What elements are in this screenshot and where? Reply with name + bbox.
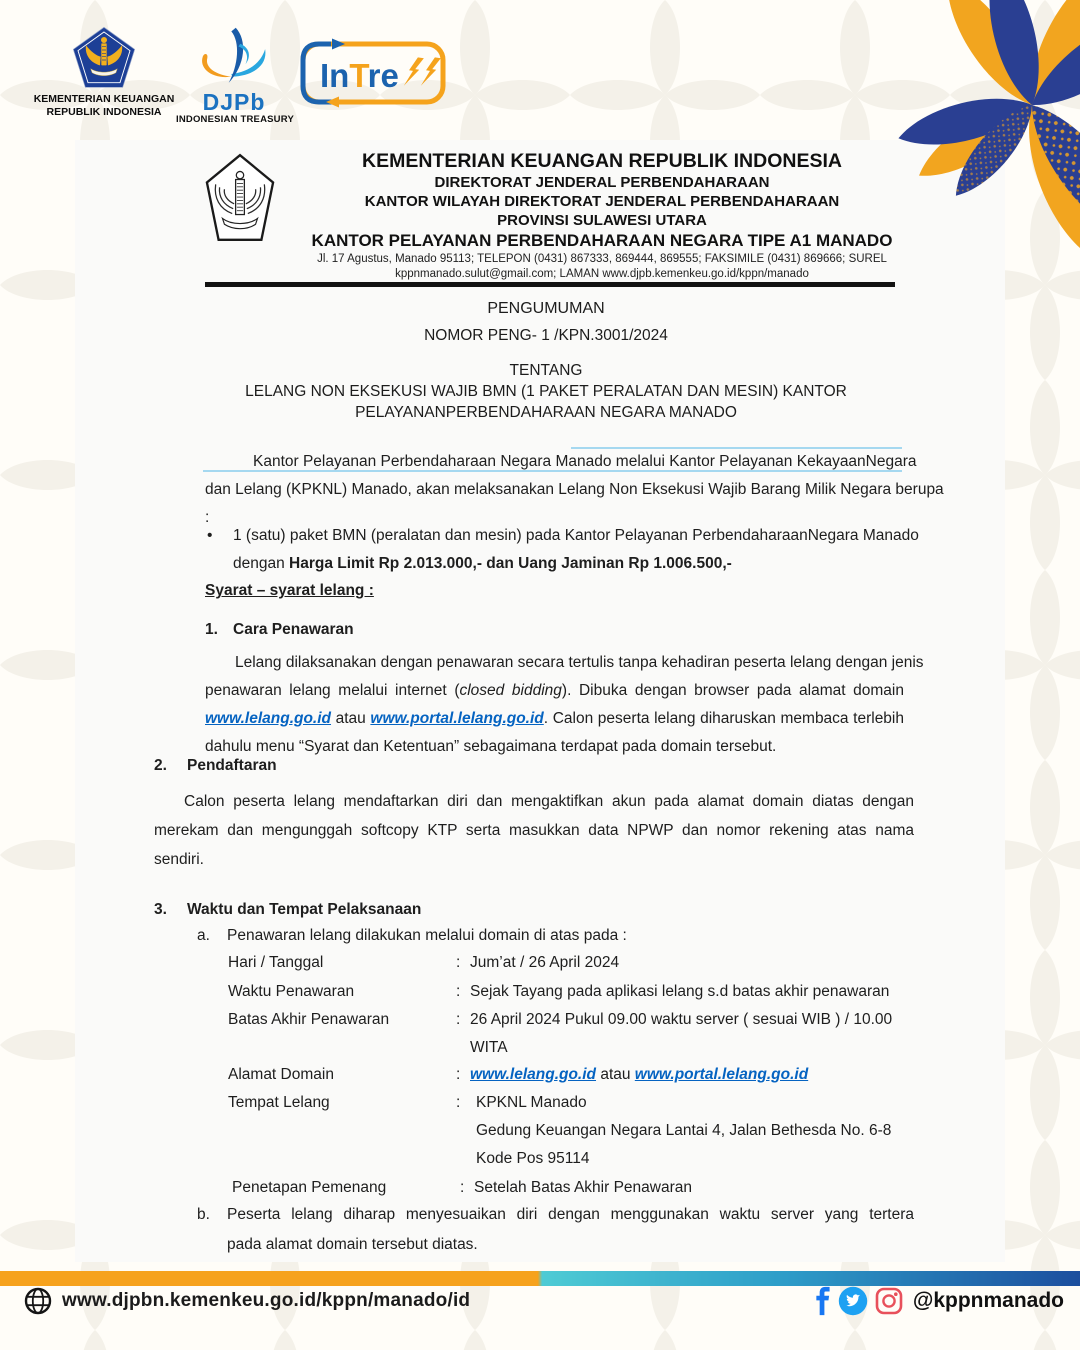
item-b-label: b. xyxy=(197,1206,210,1223)
row-value: 26 April 2024 Pukul 09.00 waktu server ( sesuai WIB ) / 10.00 xyxy=(470,1011,893,1028)
section1-line3 xyxy=(205,705,904,733)
djpb-swoosh-icon xyxy=(186,26,282,90)
opening-line2: dan Lelang (KPKNL) Manado, akan melaksanakan Lelang Non Eksekusi Wajib Barang Milik Negara berupa xyxy=(205,481,944,498)
letterhead-emblem-icon xyxy=(204,152,276,244)
intress-logo xyxy=(298,36,448,110)
section2-line2: merekam dan mengunggah softcopy KTP serta masukkan data NPWP dan nomor rekening atas nama xyxy=(154,822,914,839)
lelang-link[interactable]: www.lelang.go.id xyxy=(470,1066,597,1083)
footer-website xyxy=(24,1283,470,1319)
item-a-text: Penawaran lelang dilakukan melalui domain di atas pada : xyxy=(227,927,627,944)
section2-line1: Calon peserta lelang mendaftarkan diri dan mengaktifkan akun pada alamat domain diatas dengan xyxy=(184,793,914,810)
row-value: KPKNL Manado xyxy=(476,1094,587,1111)
row-value-line3: Kode Pos 95114 xyxy=(476,1150,590,1167)
social-handle: @kppnmanado xyxy=(912,1289,1064,1312)
facebook-icon[interactable] xyxy=(814,1286,831,1316)
footer-social xyxy=(814,1284,1064,1318)
item-a-label: a. xyxy=(197,927,210,944)
row-label: Batas Akhir Penawaran xyxy=(228,1011,390,1028)
section3-heading xyxy=(154,901,914,919)
row-colon: : xyxy=(456,1066,461,1083)
row-colon: : xyxy=(456,983,461,1000)
section1-heading xyxy=(205,621,905,639)
announcement-subject-line2: PELAYANANPERBENDAHARAAN NEGARA MANADO xyxy=(355,404,737,421)
section1-title: Cara Penawaran xyxy=(233,621,354,638)
intress-seg-t: T xyxy=(349,57,368,94)
announcement-heading: PENGUMUMAN xyxy=(487,300,605,317)
djpb-logo xyxy=(176,26,292,126)
djpb-tagline: INDONESIAN TREASURY xyxy=(176,114,294,125)
letterhead xyxy=(288,149,916,282)
section2-line3: sendiri. xyxy=(154,851,204,868)
section2-paragraph xyxy=(154,787,914,874)
section2-title: Pendaftaran xyxy=(187,757,277,774)
section2-number: 2. xyxy=(154,757,167,774)
terms-heading: Syarat – syarat lelang : xyxy=(205,582,374,599)
row-value-line2: Gedung Keuangan Negara Lantai 4, Jalan Bethesda No. 6-8 xyxy=(476,1122,892,1139)
row-colon: : xyxy=(460,1179,465,1196)
intress-seg-in: In xyxy=(320,57,350,94)
row-label: Penetapan Pemenang xyxy=(232,1179,387,1196)
letterhead-address-line1: Jl. 17 Agustus, Manado 95113; TELEPON (0431) 867333, 869444, 869555; FAKSIMILE (0431) 869666; SUREL xyxy=(317,253,887,265)
section1-line2 xyxy=(205,677,904,705)
kemenkeu-emblem-icon xyxy=(70,26,138,90)
opening-line3: : xyxy=(205,509,210,526)
row-colon: : xyxy=(456,1094,461,1111)
item-line1: 1 (satu) paket BMN (peralatan dan mesin) pada Kantor Pelayanan PerbendaharaanNegara Manado xyxy=(233,527,919,544)
section2-heading xyxy=(154,757,914,775)
item-line2-prefix: dengan xyxy=(233,555,290,572)
schedule-row-hari-tanggal xyxy=(228,949,922,977)
letterhead-org-line3: KANTOR WILAYAH DIREKTORAT JENDERAL PERBENDAHARAAN xyxy=(364,193,840,210)
intress-seg-re: re xyxy=(367,57,399,94)
scan-highlight-artifact xyxy=(571,447,902,449)
svg-text:InTre xyxy=(320,57,399,94)
row-value: Setelah Batas Akhir Penawaran xyxy=(474,1179,692,1196)
announcement-subject-line1: LELANG NON EKSEKUSI WAJIB BMN (1 PAKET PERALATAN DAN MESIN) KANTOR xyxy=(245,383,847,400)
letterhead-rule xyxy=(205,282,895,287)
kemenkeu-caption-line2: REPUBLIK INDONESIA xyxy=(46,106,162,118)
section1-number: 1. xyxy=(205,621,218,638)
auction-item xyxy=(207,522,919,578)
letterhead-org-line5: KANTOR PELAYANAN PERBENDAHARAAN NEGARA TIPE A1 MANADO xyxy=(311,231,893,250)
row-label: Alamat Domain xyxy=(228,1066,334,1083)
portal-lelang-link[interactable]: www.portal.lelang.go.id xyxy=(634,1066,809,1083)
kemenkeu-logo-caption xyxy=(28,93,180,119)
item-b-line2: pada alamat domain tersebut diatas. xyxy=(227,1236,478,1253)
row-value-mid: atau xyxy=(596,1066,635,1083)
section3-item-a xyxy=(197,927,914,945)
section1-paragraph xyxy=(205,649,924,761)
announcement-about: TENTANG xyxy=(509,362,583,379)
bullet-icon: • xyxy=(207,527,213,544)
scan-highlight-artifact xyxy=(203,470,902,472)
opening-line1: Kantor Pelayanan Perbendaharaan Negara Manado melalui Kantor Pelayanan KekayaanNegara xyxy=(253,453,917,470)
letterhead-org-line4: PROVINSI SULAWESI UTARA xyxy=(497,212,707,229)
section1-line4: dahulu menu “Syarat dan Ketentuan” sebagaimana terdapat pada domain tersebut. xyxy=(205,738,777,755)
section1-line2b: ). Dibuka dengan browser pada alamat domain xyxy=(561,682,904,699)
letterhead-org-line1: KEMENTERIAN KEUANGAN REPUBLIK INDONESIA xyxy=(362,150,842,172)
schedule-row-tempat-lelang xyxy=(228,1089,922,1173)
announcement-title-block xyxy=(190,299,902,423)
schedule-row-waktu-penawaran xyxy=(228,978,922,1006)
row-value-line2: WITA xyxy=(470,1039,508,1056)
djpb-wordmark: DJPb xyxy=(202,89,266,115)
row-label: Hari / Tanggal xyxy=(228,954,324,971)
item-price-terms: Harga Limit Rp 2.013.000,- dan Uang Jaminan Rp 1.006.500,- xyxy=(289,555,732,572)
twitter-icon[interactable] xyxy=(838,1286,868,1316)
row-value: Sejak Tayang pada aplikasi lelang s.d batas akhir penawaran xyxy=(470,983,890,1000)
item-line2 xyxy=(233,550,905,578)
announcement-number: NOMOR PENG- 1 /KPN.3001/2024 xyxy=(424,327,668,344)
letterhead-address-line2: kppnmanado.sulut@gmail.com; LAMAN www.djpb.kemenkeu.go.id/kppn/manado xyxy=(395,268,809,280)
row-colon: : xyxy=(456,954,461,971)
section1-line2a: penawaran lelang melalui internet ( xyxy=(205,682,460,699)
kemenkeu-caption-line1: KEMENTERIAN KEUANGAN xyxy=(33,93,175,105)
row-label: Waktu Penawaran xyxy=(228,983,355,1000)
portal-lelang-link[interactable]: www.portal.lelang.go.id xyxy=(370,710,544,727)
lelang-link[interactable]: www.lelang.go.id xyxy=(205,710,332,727)
letterhead-org-line2: DIREKTORAT JENDERAL PERBENDAHARAAN xyxy=(434,174,770,191)
row-label: Tempat Lelang xyxy=(228,1094,330,1111)
row-colon: : xyxy=(456,1011,461,1028)
footer-website-url: www.djpbn.kemenkeu.go.id/kppn/manado/id xyxy=(62,1290,471,1311)
item-b-line1: Peserta lelang diharap menyesuaikan diri dengan menggunakan waktu server yang tertera xyxy=(227,1206,914,1223)
row-value: Jum’at / 26 April 2024 xyxy=(470,954,620,971)
section1-line1: Lelang dilaksanakan dengan penawaran secara tertulis tanpa kehadiran peserta lelang dengan jenis xyxy=(235,654,924,671)
schedule-row-alamat-domain xyxy=(228,1061,922,1089)
intress-lightning-icon xyxy=(404,56,441,88)
section1-line3-mid: atau xyxy=(331,710,371,727)
section3-title: Waktu dan Tempat Pelaksanaan xyxy=(187,901,422,918)
section1-line3-tail: . Calon peserta lelang diharuskan membaca terlebih xyxy=(543,710,904,727)
kemenkeu-logo xyxy=(28,26,180,119)
opening-paragraph xyxy=(205,448,944,532)
schedule-row-batas-akhir xyxy=(228,1006,922,1062)
closed-bidding-term: closed bidding xyxy=(459,682,562,699)
globe-icon xyxy=(24,1287,52,1315)
instagram-icon[interactable] xyxy=(875,1287,903,1315)
section3-item-b xyxy=(197,1200,914,1260)
section3-number: 3. xyxy=(154,901,167,918)
schedule-row-penetapan-pemenang xyxy=(228,1174,922,1202)
